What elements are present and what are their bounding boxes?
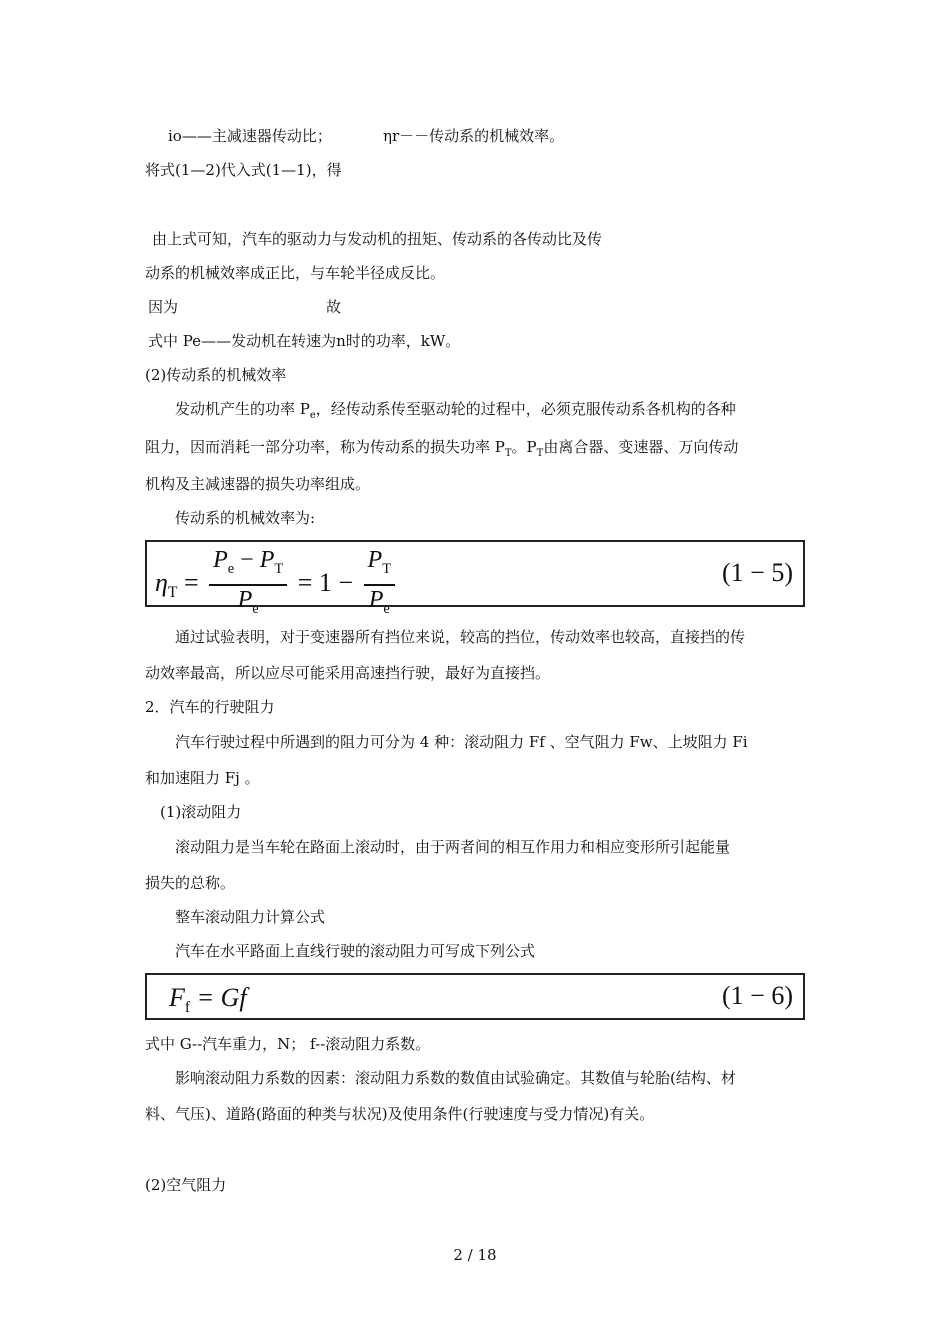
text-line: ηr－－传动系的机械效率。 <box>383 127 565 145</box>
text-line: 损失的总称。 <box>145 874 236 892</box>
text-line: 发动机产生的功率 $P_e$，经传动系传至驱动轮的过程中，必须克服传动系各机构的各种 <box>175 400 736 421</box>
text-line: 因为 <box>148 298 179 316</box>
text-line: 通过试验表明，对于变速器所有挡位来说，较高的挡位，传动效率也较高，直接挡的传 <box>175 628 746 646</box>
equation-1-5: $\eta_T$ = $\frac{P_e - P_T}{P_e}$ = 1 − $\frac{P_T}{P_e}$ <box>155 548 399 622</box>
text-line: 动系的机械效率成正比，与车轮半径成反比。 <box>145 264 446 282</box>
text-line: 整车滚动阻力计算公式 <box>175 908 326 926</box>
text-line: io——主减速器传动比； <box>168 127 332 145</box>
text-line: 机构及主减速器的损失功率组成。 <box>145 475 371 493</box>
text-line: 由上式可知，汽车的驱动力与发动机的扭矩、传动系的各传动比及传 <box>152 230 603 248</box>
page-number: 2 / 18 <box>453 1246 497 1264</box>
section-heading: (1)滚动阻力 <box>160 803 242 821</box>
equation-number: (1 − 5) <box>722 558 793 587</box>
text-line: 汽车在水平路面上直线行驶的滚动阻力可写成下列公式 <box>175 942 536 960</box>
text-line: 动效率最高，所以应尽可能采用高速挡行驶，最好为直接挡。 <box>145 664 551 682</box>
text-line: 传动系的机械效率为: <box>175 509 316 527</box>
section-heading: (2)空气阻力 <box>145 1176 227 1194</box>
equation-number: (1 − 6) <box>722 981 793 1010</box>
equation-box-1-6 <box>145 973 805 1020</box>
text-line: 滚动阻力是当车轮在路面上滚动时，由于两者间的相互作用力和相应变形所引起能量 <box>175 838 731 856</box>
equation-1-6: $F_f = Gf$ <box>169 983 247 1017</box>
text-line: 式中 G--汽车重力，N； f--滚动阻力系数。 <box>145 1035 431 1053</box>
text-line: 汽车行驶过程中所遇到的阻力可分为 4 种：滚动阻力 Ff 、空气阻力 Fw、上坡阻力 Fi <box>175 733 748 751</box>
section-heading: (2)传动系的机械效率 <box>145 366 287 384</box>
section-heading: 2．汽车的行驶阻力 <box>145 698 275 716</box>
text-line: 阻力，因而消耗一部分功率，称为传动系的损失功率 $P_T$。$P_T$由离合器、变速器、万向传动 <box>145 438 739 459</box>
text-line: 将式(1—2)代入式(1—1)，得 <box>145 161 342 179</box>
text-line: 故 <box>326 298 342 316</box>
text-line: 和加速阻力 Fj 。 <box>145 769 260 787</box>
text-line: 料、气压)、道路(路面的种类与状况)及使用条件(行驶速度与受力情况)有关。 <box>145 1105 655 1123</box>
text-line: 式中 Pe——发动机在转速为n时的功率，kW。 <box>148 332 461 350</box>
equation-box-1-5 <box>145 540 805 617</box>
text-line: 影响滚动阻力系数的因素：滚动阻力系数的数值由试验确定。其数值与轮胎(结构、材 <box>175 1069 736 1087</box>
